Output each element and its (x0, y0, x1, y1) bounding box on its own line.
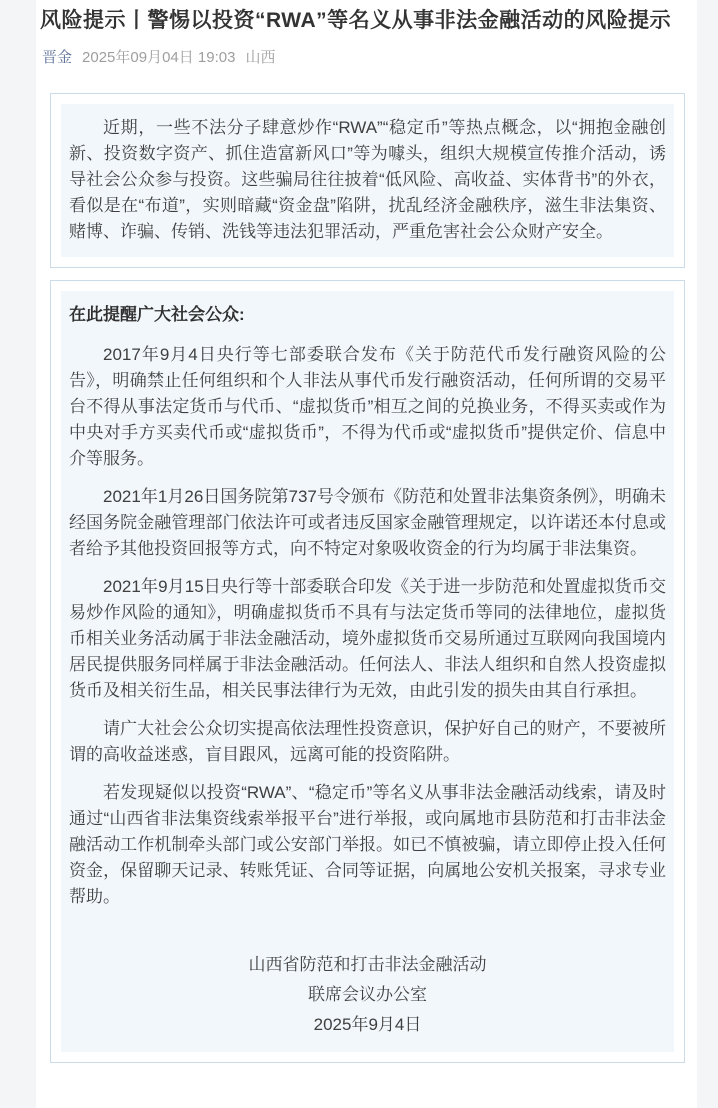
signature-org-line1: 山西省防范和打击非法金融活动 (248, 955, 487, 974)
intro-box (50, 93, 685, 268)
notice-box-inner (61, 291, 674, 1052)
byline (36, 36, 697, 67)
notice-paragraph-2017: 2017年9月4日央行等七部委联合发布《关于防范代币发行融资风险的公告》，明确禁止任何组织和个人非法从事代币发行融资活动，任何所谓的交易平台不得从事法定货币与代币、“虚拟货币”相互之间的兑换业务，不得买卖或作为中央对手方买卖代币或“虚拟货币”，不得为代币或“虚拟货币”提供定价、信息中介等服务。 (69, 345, 666, 468)
notice-paragraph-2021-sep: 2021年9月15日央行等十部委联合印发《关于进一步防范和处置虚拟货币交易炒作风险的通知》，明确虚拟货币不具有与法定货币等同的法律地位，虚拟货币相关业务活动属于非法金融活动，境外虚拟货币交易所通过互联网向我国境内居民提供服务同样属于非法金融活动。任何法人、非法人组织和自然人投资虚拟货币及相关衍生品，相关民事法律行为无效，由此引发的损失由其自行承担。 (69, 577, 666, 700)
notice-heading: 在此提醒广大社会公众: (69, 305, 245, 324)
signature-org-line2: 联席会议办公室 (308, 985, 427, 1004)
intro-box-inner (61, 104, 674, 257)
publish-datetime: 2025年09月04日 19:03 (82, 49, 236, 66)
notice-paragraph-report: 若发现疑似以投资“RWA”、“稳定币”等名义从事非法金融活动线索，请及时通过“山西省非法集资线索举报平台”进行举报，或向属地市县防范和打击非法金融活动工作机制牵头部门或公安部门举报。如已不慎被骗，请立即停止投入任何资金，保留聊天记录、转账凭证、合同等证据，向属地公安机关报案，寻求专业帮助。 (69, 783, 666, 906)
notice-box (50, 280, 685, 1063)
notice-paragraph-2021-jan: 2021年1月26日国务院第737号令颁布《防范和处置非法集资条例》，明确未经国务院金融管理部门依法许可或者违反国家金融管理规定，以许诺还本付息或者给予其他投资回报等方式，向不特定对象吸收资金的行为均属于非法集资。 (69, 487, 666, 558)
intro-paragraph: 近期，一些不法分子肆意炒作“RWA”“稳定币”等热点概念，以“拥抱金融创新、投资数字资产、抓住造富新风口”等为噱头，组织大规模宣传推介活动，诱导社会公众参与投资。这些骗局往往披着“低风险、高收益、实体背书”的外衣，看似是在“布道”，实则暗藏“资金盘”陷阱，扰乱经济金融秩序，滋生非法集资、赌博、诈骗、传销、洗钱等违法犯罪活动，严重危害社会公众财产安全。 (69, 118, 666, 241)
article-title: 风险提示丨警惕以投资“RWA”等名义从事非法金融活动的风险提示 (40, 9, 672, 32)
publish-location: 山西 (245, 49, 276, 66)
author-link[interactable]: 晋金 (42, 49, 73, 66)
signature-block (69, 950, 666, 1040)
article-page (36, 0, 697, 1108)
notice-paragraph-advice: 请广大社会公众切实提高依法理性投资意识，保护好自己的财产，不要被所谓的高收益迷惑，盲目跟风，远离可能的投资陷阱。 (69, 719, 666, 764)
signature-date: 2025年9月4日 (313, 1015, 422, 1034)
